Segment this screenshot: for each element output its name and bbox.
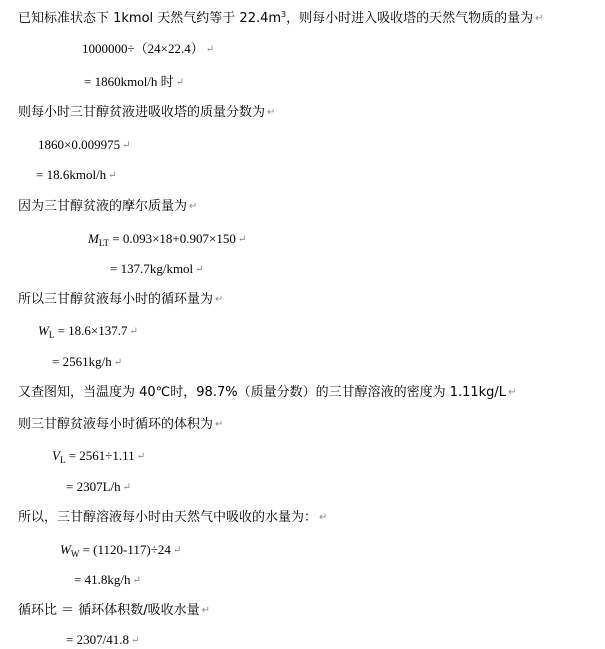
paragraph-text: 因为三甘醇贫液的摩尔质量为 (18, 199, 188, 214)
text-segment: ，则每小时进入吸收塔的天然气物质的量为 (286, 11, 534, 26)
paragraph-mark-icon: ↵ (319, 512, 328, 523)
equation-text: = 1860kmol/h 时 (84, 74, 174, 89)
paragraph-mark-icon: ↵ (201, 605, 211, 616)
variable-symbol: W (38, 323, 49, 338)
paragraph-text: 则三甘醇贫液每小时循环的体积为 (18, 417, 214, 432)
equation-text: = 2307L/h (66, 479, 121, 494)
variable-symbol: V (52, 448, 60, 463)
text-segment: 已知标准状态下 1kmol 天然气约等于 22.4m (18, 11, 282, 26)
equation-line (52, 354, 122, 370)
equation-text: = 2561kg/h (52, 354, 112, 369)
paragraph-mark-icon: ↵ (215, 419, 224, 430)
superscript: 3 (281, 10, 287, 19)
equation-line (36, 167, 117, 183)
equation-text: = 2561÷1.11 (65, 448, 135, 463)
variable-symbol: M (88, 231, 99, 246)
equation-line (66, 479, 131, 495)
equation-line (52, 448, 145, 464)
paragraph-mark-icon: ↵ (113, 357, 123, 368)
equation-text: = 18.6×137.7 (54, 323, 128, 338)
paragraph-text: 循环比 ＝ 循环体积数/吸收水量 (18, 603, 200, 618)
paragraph-mark-icon: ↵ (172, 545, 182, 556)
paragraph-line (18, 11, 544, 27)
equation-line (74, 572, 141, 588)
paragraph-mark-icon: ↵ (215, 294, 224, 305)
paragraph-mark-icon: ↵ (189, 201, 198, 212)
paragraph-text: 所以三甘醇贫液每小时的循环量为 (18, 292, 214, 307)
paragraph-mark-icon: ↵ (129, 326, 138, 337)
paragraph-mark-icon: ↵ (205, 44, 215, 55)
paragraph-line (18, 417, 223, 433)
equation-text: = 137.7kg/kmol (110, 261, 194, 276)
equation-line (38, 137, 130, 153)
paragraph-line (18, 510, 327, 526)
paragraph-mark-icon: ↵ (108, 170, 117, 181)
subscript: L (48, 330, 55, 340)
paragraph-mark-icon: ↵ (136, 451, 146, 462)
paragraph-mark-icon: ↵ (535, 13, 544, 24)
equation-text: = (1120-117)÷24 (79, 542, 171, 557)
variable-symbol: W (60, 542, 71, 557)
paragraph-mark-icon: ↵ (508, 387, 517, 398)
equation-line (110, 261, 204, 277)
paragraph-line (18, 199, 197, 215)
paragraph-mark-icon: ↵ (195, 264, 204, 275)
paragraph-mark-icon: ↵ (237, 234, 247, 245)
equation-line (60, 542, 181, 558)
equation-line (84, 74, 184, 90)
paragraph-mark-icon: ↵ (267, 107, 276, 118)
paragraph-mark-icon: ↵ (175, 77, 185, 88)
equation-text: = 2307/41.8 (66, 632, 129, 647)
paragraph-line (18, 105, 275, 121)
paragraph-mark-icon: ↵ (122, 482, 132, 493)
paragraph-text: 所以，三甘醇溶液每小时由天然气中吸收的水量为： (18, 510, 318, 525)
equation-line (82, 41, 214, 57)
equation-text: = 0.093×18+0.907×150 (109, 231, 236, 246)
paragraph-text: 又查图知，当温度为 40℃时，98.7%（质量分数）的三甘醇溶液的密度为 1.11kg/L (18, 385, 507, 400)
subscript: W (70, 549, 80, 559)
equation-line (66, 632, 139, 648)
equation-text: 1000000÷（24×22.4） (82, 41, 204, 56)
subscript: L (59, 455, 66, 465)
paragraph-text: 则每小时三甘醇贫液进吸收塔的质量分数为 (18, 105, 266, 120)
paragraph-mark-icon: ↵ (130, 635, 140, 646)
paragraph-line (18, 385, 516, 401)
equation-text: 1860×0.009975 (38, 137, 121, 152)
equation-text: = 41.8kg/h (74, 572, 131, 587)
paragraph-line (18, 603, 210, 619)
paragraph-line (18, 292, 223, 308)
equation-text: = 18.6kmol/h (36, 167, 107, 182)
paragraph-mark-icon: ↵ (132, 575, 141, 586)
paragraph-mark-icon: ↵ (122, 140, 131, 151)
equation-line (38, 323, 138, 339)
subscript: LT (98, 238, 110, 248)
equation-line (88, 231, 246, 247)
